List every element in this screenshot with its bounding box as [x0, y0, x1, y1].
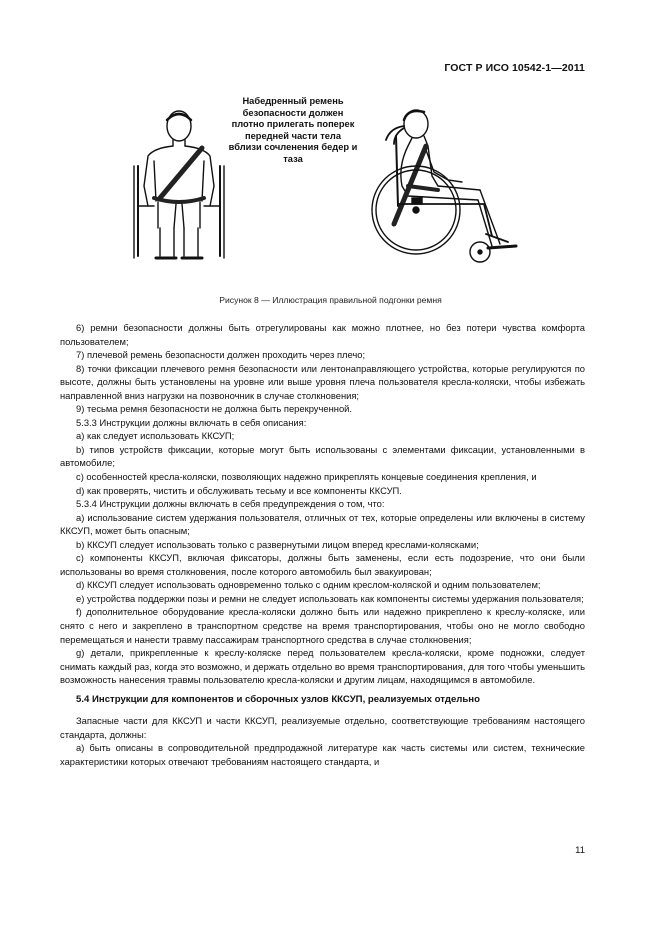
paragraph: Запасные части для ККСУП и части ККСУП, реализуемые отдельно, соответствующие требованиям настоящего стандарта, должны: [60, 715, 585, 740]
paragraph: 5.3.3 Инструкции должны включать в себя описания: [76, 416, 307, 428]
front-view-illustration [124, 106, 234, 266]
figure-8 [110, 88, 560, 288]
paragraph: 6) ремни безопасности должны быть отрегулированы как можно плотнее, но без потери чувства комфорта пользователем; [60, 322, 585, 347]
paragraph: c) компоненты ККСУП, включая фиксаторы, должны быть заменены, если есть подозрение, что они были использованы во время столкновения, после которого автомобиль был эвакуирован; [60, 552, 585, 577]
side-view-illustration [368, 106, 558, 266]
paragraph: e) устройства поддержки позы и ремни не следует использовать как компоненты системы удержания пользователя; [76, 592, 584, 604]
paragraph: 5.3.4 Инструкции должны включать в себя предупреждения о том, что: [76, 498, 385, 510]
paragraph: c) особенностей кресла-коляски, позволяющих надежно прикреплять концевые соединения крепления, и [76, 471, 537, 483]
paragraph: a) быть описаны в сопроводительной предпродажной литературе как часть системы или систем, технические характеристики которых отвечают требованиям настоящего стандарта, и [60, 742, 585, 767]
paragraph: b) типов устройств фиксации, которые могут быть использованы с элементами фиксации, установленными в автомобиле; [60, 443, 585, 469]
body-text [60, 321, 585, 769]
section-heading: 5.4 Инструкции для компонентов и сборочных узлов ККСУП, реализуемых отдельно [76, 693, 480, 705]
paragraph: b) ККСУП следует использовать только с развернутыми лицом вперед креслами-колясками; [76, 538, 479, 550]
page-number: 11 [575, 845, 585, 856]
paragraph: a) использование систем удержания пользователя, отличных от тех, которые определены или включены в систему ККСУП, может быть опасным; [60, 511, 585, 537]
paragraph: d) ККСУП следует использовать одновременно только с одним креслом-коляской и одним пользователем; [76, 579, 541, 591]
document-code: ГОСТ Р ИСО 10542-1—2011 [444, 62, 585, 74]
paragraph: f) дополнительное оборудование кресла-коляски должно быть или надежно прикреплено к креслу-коляске, или снято с него и закреплено в транспортном средстве на время транспортирования, чтобы оно не могло свободно перемещаться и нанести травму пассажирам транспортного средства в случае столкновения; [60, 606, 585, 645]
paragraph: 7) плечевой ремень безопасности должен проходить через плечо; [76, 349, 366, 361]
paragraph: a) как следует использовать ККСУП; [76, 430, 235, 442]
paragraph: g) детали, прикрепленные к креслу-коляске перед пользователем кресла-коляски, кроме подножки, следует снимать каждый раз, когда это возможно, и держать отдельно во время транспортирования, для того чтобы уменьшить возможность нанесения травмы пользователю кресла-коляски и другим лицам, находящимся в автомобиле. [60, 647, 585, 686]
paragraph: d) как проверять, чистить и обслуживать тесьму и все компоненты ККСУП. [76, 484, 402, 496]
figure-caption: Рисунок 8 — Иллюстрация правильной подгонки ремня [219, 295, 442, 305]
paragraph: 9) тесьма ремня безопасности не должна быть перекрученной. [76, 403, 353, 415]
paragraph: 8) точки фиксации плечевого ремня безопасности или лентонаправляющего устройства, которые регулируются по высоте, должны быть установлены на уровне или выше уровня плеча пользователя кресла-коляски, чтобы избежать направленной вниз нагрузки на позвоночник в случае столкновения; [60, 362, 585, 401]
figure-callout: Набедренный ремень безопасности должен плотно прилегать поперек передней части тела вблизи сочленения бедер и таза [228, 96, 358, 164]
